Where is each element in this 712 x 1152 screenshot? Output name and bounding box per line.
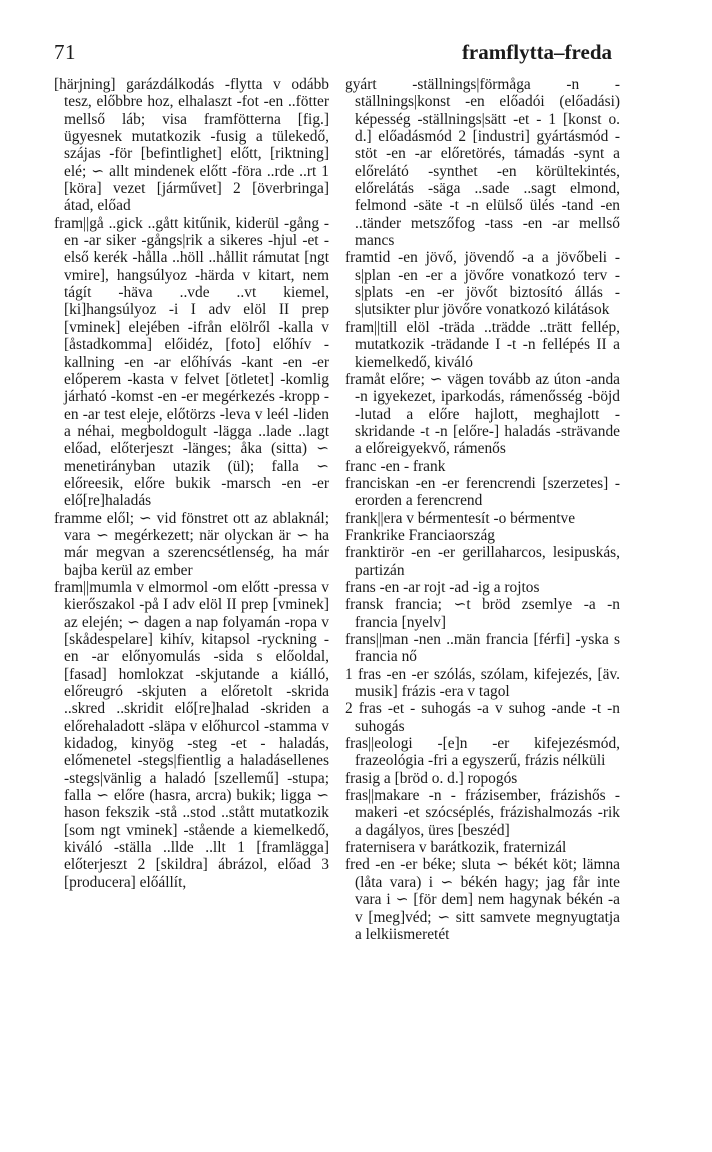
dictionary-entry: framme elől; ∽ vid fönstret ott az ablaknál; vara ∽ megérkezett; när olyckan är ∽ ha már megvan a szerencsétlenség, ha már bajba kerül az ember — [54, 509, 329, 579]
dictionary-entry: frans -en -ar rojt -ad -ig a rojtos — [345, 578, 540, 596]
dictionary-entry: fred -en -er béke; sluta ∽ békét köt; lämna (låta vara) i ∽ békén hagy; jag får inte vara i ∽ [för dem] nem hagynak békén -a v [meg]véd; ∽ sitt samvete megnyugtatja a lelkiismeretét — [345, 856, 620, 943]
dictionary-entry: frank||era v bérmentesít -o bérmentve — [345, 509, 576, 527]
dictionary-entry: 1 fras -en -er szólás, szólam, kifejezés, [äv. musik] frázis -era v tagol — [345, 665, 620, 701]
running-head: framflytta–freda — [461, 40, 612, 64]
dictionary-entry: fram||gå ..gick ..gått kitűnik, kiderül -gång -en -ar siker -gångs|rik a sikeres -hjul -et - első kerék -hålla ..höll ..hållit rámutat [ngt vmire], hangsúlyoz -härda v kitart, nem tágít -häva ..vde ..vt kiemel, [ki]hangsúlyoz -i I adv elöl II prep [vminek] elejében -ifrån elölről -kalla v [åstadkomma] előidéz, [foto] előhív -kallning -en -ar előhívás -kant -en -er előperem -kasta v felvet [ötletet] -komlig járható -komst -en -er megérkezés -kropp -en -ar test eleje, előtörzs -leva v leél -liden a néhai, megboldogult -lägga ..lade ..lagt előad, előterjeszt -länges; åka (sitta) ∽ menetirányban utazik (ül); falla ∽ előreesik, előre bukik -marsch -en -er elő[re]haladás — [54, 214, 329, 510]
dictionary-entry: 2 fras -et - suhogás -a v suhog -ande -t -n suhogás — [345, 700, 620, 735]
dictionary-entry: framåt előre; ∽ vägen tovább az úton -anda -n igyekezet, iparkodás, rámenősség -böjd -lutad a előre hajlott, meghajlott -skridande -t -n [előre-] haladás -strävande a előreigyekvő, rámenős — [345, 370, 620, 458]
dictionary-entry: fras||makare -n - frázisember, frázishős -makeri -et szócséplés, frázishalmozás -rik a dagályos, üres [beszéd] — [345, 787, 620, 839]
dictionary-entry: frans||man -nen ..män francia [férfi] -yska s francia nő — [345, 631, 620, 666]
dictionary-entry: fras||eologi -[e]n -er kifejezésmód, frazeológia -fri a egyszerű, frázis nélküli — [345, 735, 620, 770]
left-column — [54, 76, 329, 891]
right-column — [345, 76, 620, 943]
dictionary-entry: fram||mumla v elmormol -om előtt -pressa v kierőszakol -på I adv elöl II prep [vminek] az elején; ∽ dagen a nap folyamán -ropa v [skådespelare] kihív, kitapsol -ryckning -en -ar előnyomulás -sida s előoldal, [fasad] homlokzat -skjutande a kiálló, előreugró -skjuten a előretolt -skrida ..skred ..skridit elő[re]halad -skriden a előrehaladott -släpa v előhurcol -stamma v kidadog, kinyög -steg -et - haladás, előmenetel -stegs|fientlig a haladásellenes -stegs|vänlig a haladó [szellemű] -stupa; falla ∽ előre (hasra, arcra) bukik; ligga ∽ hason fekszik -stå ..stod ..stått mutatkozik [som ngt vminek] -stående a kiemelkedő, kiváló -ställa ..llde ..llt 1 [framlägga] előterjeszt 2 [skildra] ábrázol, előad 3 [producera] előállít, — [54, 578, 329, 891]
dictionary-entry: fraternisera v barátkozik, fraternizál — [345, 839, 567, 857]
dictionary-entry: gyárt -ställnings|förmåga -n -ställnings|konst -en előadói (előadási) képesség -ställnings|sätt -et - 1 [konst o. d.] előadásmód 2 [industri] gyártásmód -stöt -en -ar előretörés, támadás -synt a előrelátó -synthet -en körültekintés, előrelátás -säga ..sade ..sagt elmond, felmond -säte -t -n elülső ülés -tand -en ..tänder metszőfog -tass -en -ar mellső mancs — [345, 76, 620, 250]
dictionary-entry: franktirör -en -er gerillaharcos, lesipuskás, partizán — [345, 544, 620, 579]
page-header — [0, 40, 712, 74]
dictionary-entry: fram||till elöl -träda ..trädde ..trätt fellép, mutatkozik -trädande I -t -n fellépés II a kiemelkedő, kiváló — [345, 318, 620, 371]
dictionary-entry: fransk francia; ∽t bröd zsemlye -a -n francia [nyelv] — [345, 596, 620, 631]
dictionary-entry: franc -en - frank — [345, 457, 446, 475]
dictionary-entry: framtid -en jövő, jövendő -a a jövőbeli -s|plan -en -er a jövőre vonatkozó terv -s|plats -en -er jövőt biztosító állás -s|utsikter plur jövőre vonatkozó kilátások — [345, 249, 620, 319]
dictionary-entry: Frankrike Franciaország — [345, 526, 495, 544]
page-number: 71 — [54, 40, 76, 64]
dictionary-entry: franciskan -en -er ferencrendi [szerzetes] -erorden a ferencrend — [345, 474, 620, 510]
dictionary-entry: [härjning] garázdálkodás -flytta v odább tesz, előbbre hoz, elhalaszt -fot -en ..fötter mellső láb; visa framfötterna [fig.] ügyesnek mutatkozik -fusig a tülekedő, szájas -för [befintlighet] előtt, [riktning] elé; ∽ allt mindenek előtt -föra ..rde ..rt 1 [köra] vezet [járművet] 2 [överbringa] átad, előad — [54, 76, 329, 215]
dictionary-entry: frasig a [bröd o. d.] ropogós — [345, 769, 518, 787]
